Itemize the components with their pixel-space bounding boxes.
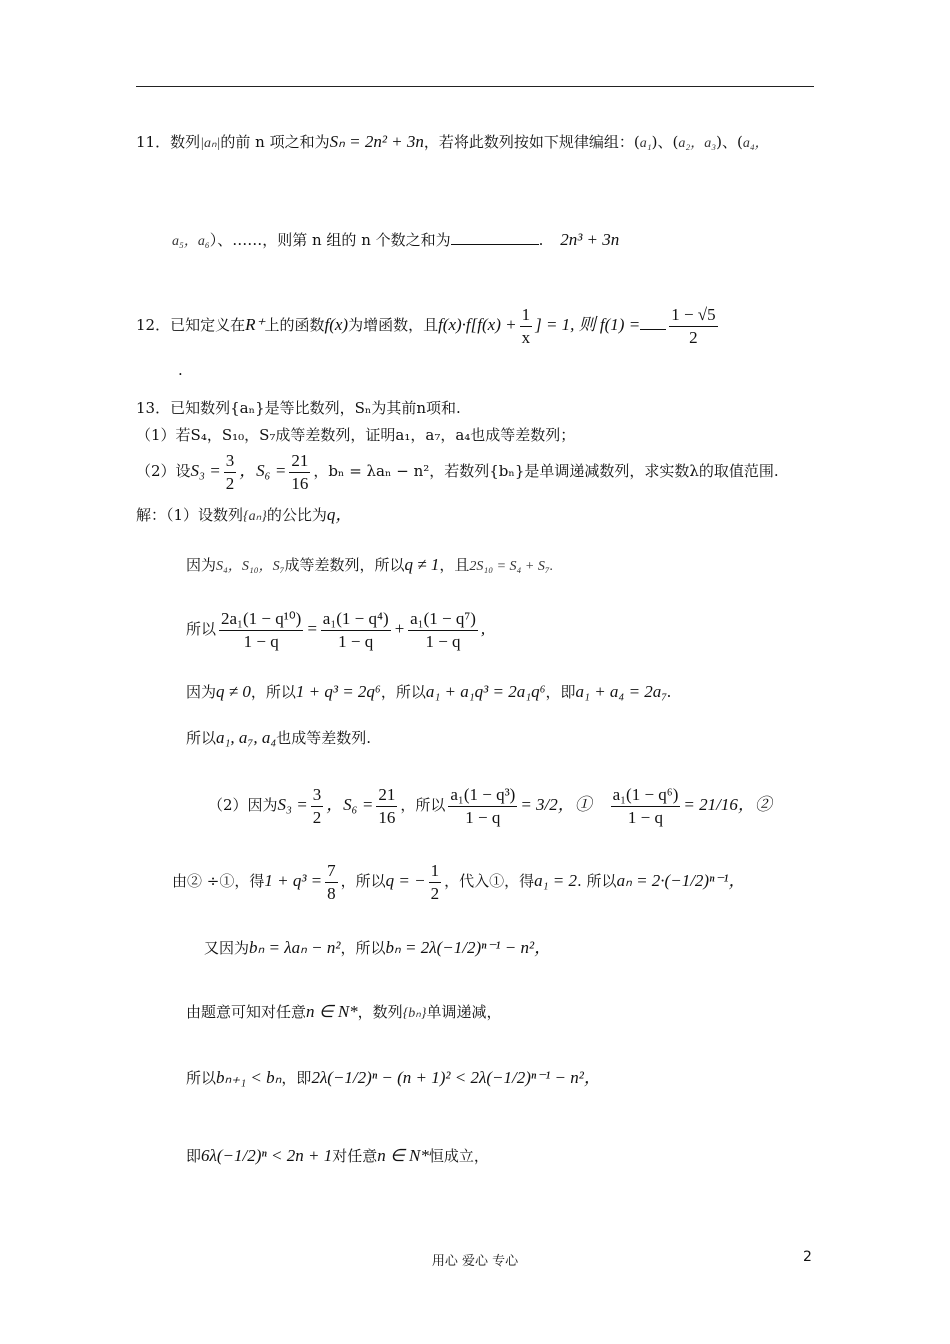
q11-seq: |aₙ| <box>200 136 221 151</box>
frac-den: 1 − q <box>338 631 374 651</box>
frac-den: 1 − q <box>243 631 279 651</box>
q13-s6-num: 21 <box>289 450 310 473</box>
frac-den: 2 <box>430 883 440 903</box>
q11-answer: 2n³ + 3n <box>560 230 620 249</box>
sol-frac <box>311 784 324 829</box>
sol-step3 <box>186 682 671 702</box>
sol-frac <box>429 860 442 905</box>
q12-text: 为增函数，且 <box>348 316 439 334</box>
sol-text: ，即 <box>545 683 576 701</box>
sol-text: 对任意 <box>332 1147 378 1165</box>
frac-num: a₁(1 − q³) <box>448 784 517 807</box>
frac-num: 1 <box>429 860 442 883</box>
sol-part2 <box>208 782 772 829</box>
q11-text: 的前 n 项之和为 <box>220 133 330 151</box>
sol-final <box>186 1146 489 1166</box>
sol-math: q = − <box>385 871 426 890</box>
q11-group3-end: a₅，a₆ <box>172 234 210 249</box>
sol-text: ，且 <box>439 556 470 574</box>
q12-condition-end: ] = 1, 则 f(1) = <box>535 315 641 334</box>
q12-text: 12．已知定义在 <box>136 316 246 334</box>
sol-math: bₙ = λaₙ − n² <box>249 938 341 957</box>
q13-s6-frac <box>289 450 310 495</box>
frac-num: a₁(1 − q⁴) <box>321 608 391 631</box>
q12-text: 上的函数 <box>264 316 325 334</box>
sol-text: ，所以 <box>250 683 296 701</box>
sol-text: 单调递减， <box>426 1003 502 1021</box>
sol-text: 也成等差数列. <box>276 729 372 747</box>
q13-part1: （1）若S₄，S₁₀，S₇成等差数列，证明a₁，a₇，a₄也成等差数列； <box>136 426 576 444</box>
sol-text: ，代入①，得 <box>444 872 535 890</box>
sol-text: 解：（1）设数列 <box>136 506 244 524</box>
q13-s6-den: 16 <box>291 473 309 493</box>
sol-math: 1 + q³ = <box>264 871 323 890</box>
q12-condition: f(x)·f[f(x) + <box>438 315 517 334</box>
sol-text: ，数列 <box>357 1003 403 1021</box>
sol-text: 的公比为 <box>266 506 327 524</box>
page-number: 2 <box>803 1249 812 1265</box>
sol-math: ，S₆ = <box>326 795 374 814</box>
q11-text: ）、……，则第 n 组的 n 个数之和为 <box>209 231 451 249</box>
sol-text: 又因为 <box>204 939 250 957</box>
sol-step1 <box>186 555 553 577</box>
sol-math: 2λ(−1/2)ⁿ − (n + 1)² < 2λ(−1/2)ⁿ⁻¹ − n²， <box>311 1068 601 1087</box>
sol-math: q ≠ 0 <box>216 682 251 701</box>
sol-text: ，所以 <box>380 683 426 701</box>
sol-math: + <box>393 619 406 638</box>
sol-frac <box>321 608 391 653</box>
sol-text: 即 <box>186 1147 202 1165</box>
sol-math: n ∈ N* <box>306 1002 358 1021</box>
frac-den: 16 <box>378 807 396 827</box>
sol-text: 恒成立， <box>428 1147 489 1165</box>
q12-fraction <box>520 304 533 349</box>
q11-group1: a₁ <box>639 136 652 151</box>
q12-func: f(x) <box>324 315 349 334</box>
sol-frac <box>219 608 303 653</box>
sol-monotone <box>186 1002 501 1024</box>
sol-math: bₙ₊₁ < bₙ <box>216 1068 282 1087</box>
q13-s3-frac <box>224 450 237 495</box>
sol-ineq <box>186 1068 601 1088</box>
sol-math: , <box>480 619 486 638</box>
sol-frac <box>376 784 397 829</box>
q13-text: ，bₙ = λaₙ − n²，若数列{bₙ}是单调递减数列，求实数λ的取值范围. <box>313 462 779 480</box>
q13-s6: ，S₆ = <box>239 461 287 480</box>
sol-math: q ≠ 1 <box>404 555 440 574</box>
sol-terms: S₄，S₁₀，S₇ <box>216 559 285 574</box>
sol-frac <box>408 608 478 653</box>
sol-math: S₃ = <box>277 795 308 814</box>
sol-math: a₁ + a₁q³ = 2a₁q⁶ <box>425 682 546 701</box>
q12-frac-num: 1 <box>520 304 533 327</box>
q11-line1 <box>136 132 769 154</box>
q11-group2: a₂，a₃ <box>678 136 717 151</box>
sol-math: = <box>306 619 318 638</box>
sol-text: 所以 <box>186 1069 217 1087</box>
sol-text: 因为 <box>186 683 217 701</box>
sol-seq: {aₙ} <box>243 509 267 524</box>
sol-step4 <box>186 728 371 748</box>
q11-text: . <box>538 231 544 249</box>
sol-frac <box>611 784 681 829</box>
sol-math: a₁ + a₄ = 2a₇. <box>575 682 672 701</box>
frac-num: 7 <box>325 860 338 883</box>
sol-frac <box>325 860 338 905</box>
sol-math: bₙ = 2λ(−1/2)ⁿ⁻¹ − n²， <box>385 938 552 957</box>
sol-q: q， <box>326 505 353 524</box>
q13-part2 <box>136 448 779 495</box>
sol-text: 由题意可知对任意 <box>186 1003 307 1021</box>
sol-text: ，所以 <box>340 939 386 957</box>
sol-text: 成等差数列，所以 <box>284 556 405 574</box>
frac-num: 2a₁(1 − q¹⁰) <box>219 608 303 631</box>
sol-text: . 所以 <box>577 872 617 890</box>
q11-text: 11．数列 <box>136 133 201 151</box>
sol-derive <box>172 858 746 905</box>
sol-text: ，即 <box>281 1069 312 1087</box>
q13-s3-num: 3 <box>224 450 237 473</box>
frac-den: 1 − q <box>465 807 501 827</box>
sol-frac <box>448 784 517 829</box>
q11-text: )、( <box>716 133 743 151</box>
sol-math: = 21/16，② <box>683 795 772 814</box>
q12-answer <box>669 304 717 349</box>
sol-text: 因为 <box>186 556 217 574</box>
frac-num: 21 <box>376 784 397 807</box>
sol-math: 1 + q³ = 2q⁶ <box>295 682 381 701</box>
q12-domain: R⁺ <box>245 315 265 334</box>
frac-num: 3 <box>311 784 324 807</box>
sol-math: aₙ = 2·(−1/2)ⁿ⁻¹， <box>616 871 746 890</box>
q12-answer-num: 1 − √5 <box>669 304 717 327</box>
q12-answer-blank <box>640 315 666 330</box>
frac-num: a₁(1 − q⁷) <box>408 608 478 631</box>
q13-s3: S₃ = <box>190 461 221 480</box>
q12-answer-den: 2 <box>689 327 698 347</box>
sol-math: 6λ(−1/2)ⁿ < 2n + 1 <box>201 1146 333 1165</box>
q12-line <box>136 302 721 349</box>
frac-den: 1 − q <box>627 807 664 827</box>
sol-step2 <box>186 606 485 653</box>
frac-den: 8 <box>327 883 336 903</box>
page-footer: 用心 爱心 专心 <box>431 1254 519 1269</box>
q11-text: )、( <box>651 133 679 151</box>
sol-math: 2S₁₀ = S₄ + S₇. <box>469 559 554 574</box>
header-rule <box>136 86 814 87</box>
q11-group3: a₄， <box>742 136 769 151</box>
sol-text: 所以 <box>186 620 217 638</box>
q13-s3-den: 2 <box>225 473 235 493</box>
q11-line2 <box>172 230 619 252</box>
q12-dot: . <box>178 361 183 379</box>
sol-bn <box>204 938 551 958</box>
frac-den: 1 − q <box>425 631 461 651</box>
sol-math: = 3/2，① <box>520 795 592 814</box>
frac-den: 2 <box>312 807 322 827</box>
frac-num: a₁(1 − q⁶) <box>611 784 681 807</box>
sol-math: a₁ = 2 <box>534 871 578 890</box>
q13-text: （2）设 <box>136 462 191 480</box>
q12-frac-den: x <box>521 327 531 347</box>
sol-text: 由② ÷①，得 <box>172 872 265 890</box>
sol-text: ，所以 <box>400 796 446 814</box>
q11-text: ，若将此数列按如下规律编组：( <box>423 133 640 151</box>
q11-sum-formula: Sₙ = 2n² + 3n <box>329 132 424 151</box>
sol-text: （2）因为 <box>208 796 278 814</box>
sol-text: ，所以 <box>340 872 386 890</box>
q13-sol-head <box>136 505 352 527</box>
q13-stem: 13．已知数列{aₙ}是等比数列，Sₙ为其前n项和. <box>136 399 461 417</box>
q11-answer-blank <box>451 230 539 245</box>
sol-math: {bₙ} <box>402 1006 427 1021</box>
sol-math: n ∈ N* <box>377 1146 429 1165</box>
sol-math: a₁, a₇, a₄ <box>216 728 277 747</box>
sol-text: 所以 <box>186 729 217 747</box>
